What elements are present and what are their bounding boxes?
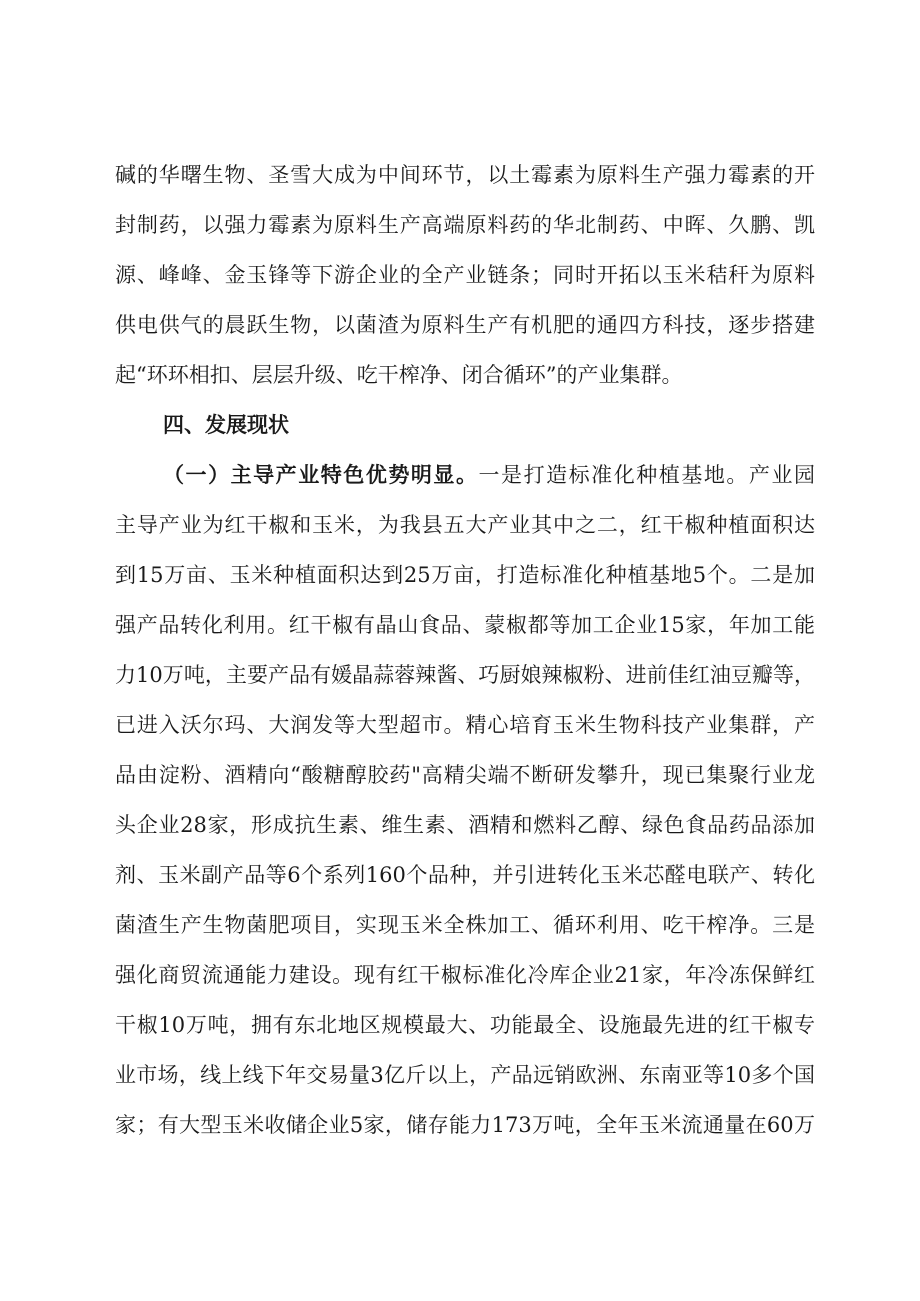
- paragraph-line: 到15万亩、玉米种植面积达到25万亩，打造标准化种植基地5个。二是加: [115, 563, 815, 587]
- paragraph-line: 源、峰峰、金玉锋等下游企业的全产业链条；同时开拓以玉米秸秆为原料: [115, 263, 815, 287]
- paragraph-line: 菌渣生产生物菌肥项目，实现玉米全株加工、循环利用、吃干榨净。三是: [115, 913, 815, 937]
- paragraph-line: 业市场，线上线下年交易量3亿斤以上，产品远销欧洲、东南亚等10多个国: [115, 1063, 815, 1087]
- paragraph-line: 家；有大型玉米收储企业5家，储存能力173万吨，全年玉米流通量在60万: [115, 1113, 815, 1137]
- subsection-heading: （一）主导产业特色优势明显。: [163, 462, 479, 487]
- paragraph-line: 已进入沃尔玛、大润发等大型超市。精心培育玉米生物科技产业集群，产: [115, 713, 815, 737]
- paragraph-text: 一是打造标准化种植基地。产业园: [478, 463, 815, 487]
- paragraph-line: 力10万吨，主要产品有媛晶蒜蓉辣酱、巧厨娘辣椒粉、进前佳红油豆瓣等，: [115, 663, 815, 687]
- paragraph-line: 强化商贸流通能力建设。现有红干椒标准化冷库企业21家，年冷冻保鲜红: [115, 963, 815, 987]
- paragraph-line: 头企业28家，形成抗生素、维生素、酒精和燃料乙醇、绿色食品药品添加: [115, 813, 815, 837]
- subsection-lead-line: [163, 460, 815, 490]
- paragraph-line: 强产品转化利用。红干椒有晶山食品、蒙椒都等加工企业15家，年加工能: [115, 613, 815, 637]
- paragraph-line: 主导产业为红干椒和玉米，为我县五大产业其中之二，红干椒种植面积达: [115, 513, 815, 537]
- paragraph-line: 碱的华曙生物、圣雪大成为中间环节，以土霉素为原料生产强力霉素的开: [115, 163, 815, 187]
- section-heading: 四、发展现状: [163, 412, 289, 437]
- paragraph-line: 干椒10万吨，拥有东北地区规模最大、功能最全、设施最先进的红干椒专: [115, 1013, 815, 1037]
- paragraph-line: 供电供气的晨跃生物，以菌渣为原料生产有机肥的通四方科技，逐步搭建: [115, 313, 815, 337]
- paragraph-line: 品由淀粉、酒精向“酸糖醇胶药"高精尖端不断研发攀升，现已集聚行业龙: [115, 763, 815, 787]
- paragraph-line: 剂、玉米副产品等6个系列160个品种，并引进转化玉米芯醛电联产、转化: [115, 863, 815, 887]
- paragraph-line: 起“环环相扣、层层升级、吃干榨净、闭合循环”的产业集群。: [115, 363, 683, 387]
- paragraph-line: 封制药，以强力霉素为原料生产高端原料药的华北制药、中晖、久鹏、凯: [115, 213, 815, 237]
